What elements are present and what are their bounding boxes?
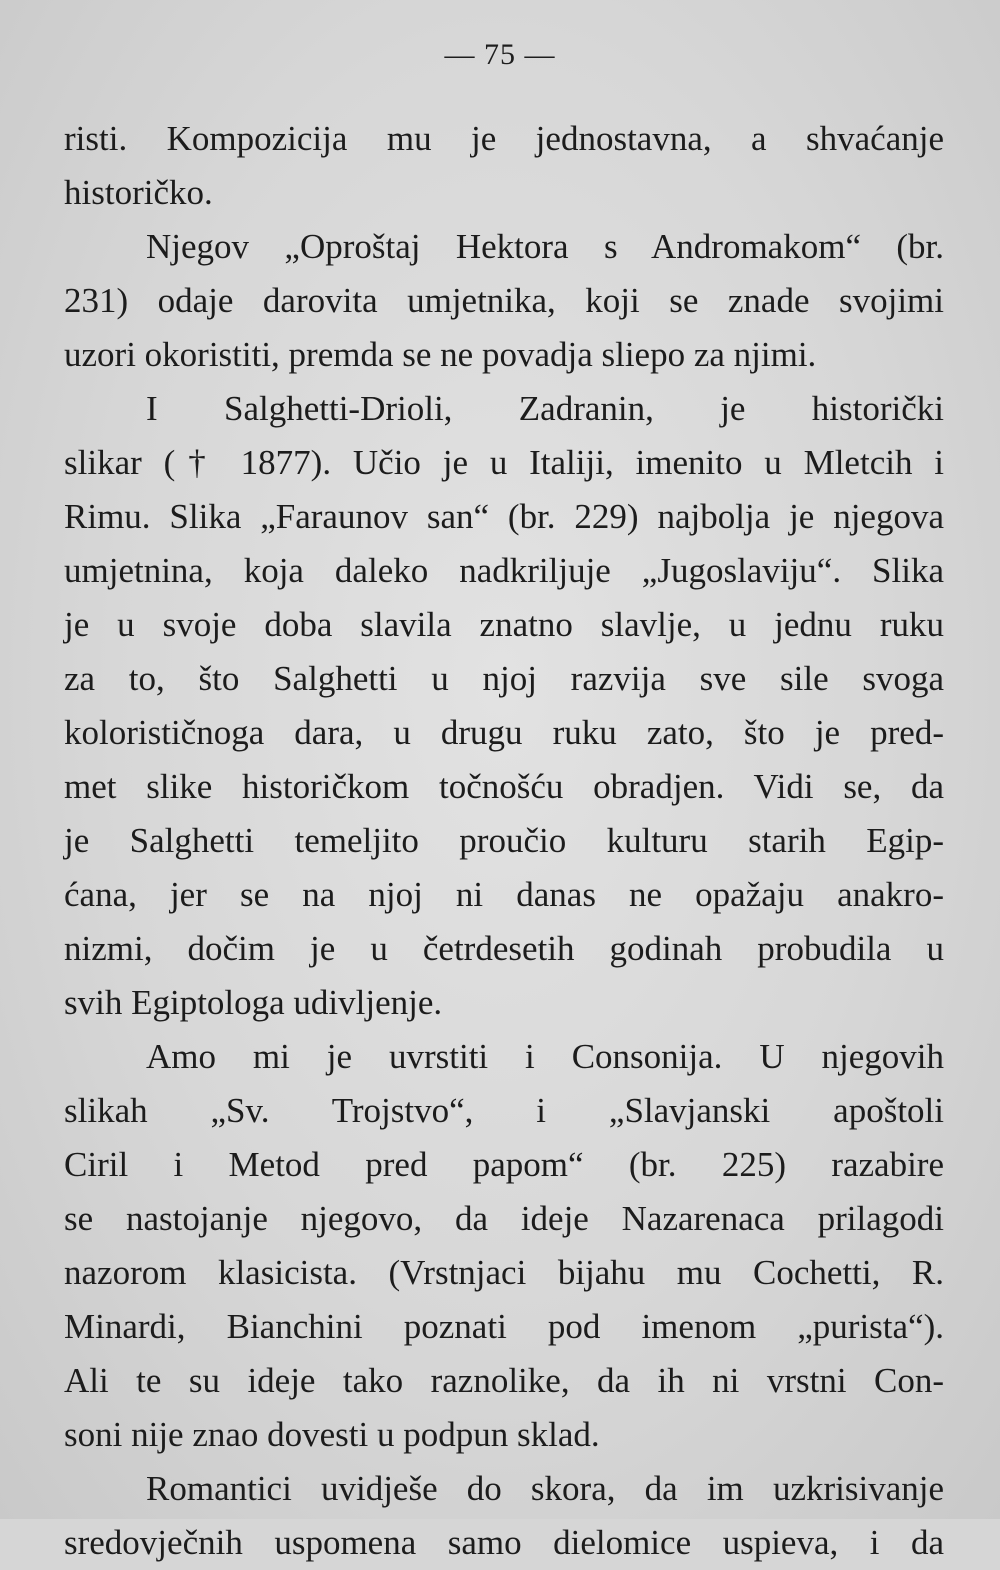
text-line: soni nije znao dovesti u podpun sklad. [64,1415,600,1454]
page-number: — 75 — [444,38,556,71]
text-line: nazorom klasicista. (Vrstnjaci bijahu mu Cochetti, R. [64,1253,944,1292]
text-line: Amo mi je uvrstiti i Consonija. U njegovih [146,1037,944,1076]
text-line: ćana, jer se na njoj ni danas ne opažaju anakro- [64,875,944,914]
text-line: 231) odaje darovita umjetnika, koji se znade svojimi [64,281,944,320]
text-line: historičko. [64,173,213,212]
text-line: za to, što Salghetti u njoj razvija sve sile svoga [64,659,944,698]
text-line: Ciril i Metod pred papom“ (br. 225) razabire [64,1145,944,1184]
text-line: slikah „Sv. Trojstvo“, i „Slavjanski apoštoli [64,1091,944,1130]
text-line: je Salghetti temeljito proučio kulturu starih Egip- [64,821,944,860]
text-line: kolorističnoga dara, u drugu ruku zato, što je pred- [64,713,944,752]
text-line: se nastojanje njegovo, da ideje Nazarenaca prilagodi [64,1199,944,1238]
text-line: Romantici uvidješe do skora, da im uzkrisivanje [146,1469,944,1508]
text-line: uzori okoristiti, premda se ne povadja sliepo za njimi. [64,335,817,374]
paragraph [64,382,944,1030]
text-line: nizmi, dočim je u četrdesetih godinah probudila u [64,929,944,968]
text-line: risti. Kompozicija mu je jednostavna, a shvaćanje [64,119,944,158]
paragraph [64,112,944,220]
paragraph [64,220,944,382]
text-line: I Salghetti-Drioli, Zadranin, je historički [146,389,944,428]
paragraph [64,1030,944,1462]
text-line: je u svoje doba slavila znatno slavlje, u jednu ruku [64,605,944,644]
text-line: umjetnina, koja daleko nadkriljuje „Jugoslaviju“. Slika [64,551,944,590]
text-line: slikar († 1877). Učio je u Italiji, imenito u Mletcih i [64,443,944,482]
text-line: svih Egiptologa udivljenje. [64,983,443,1022]
body-text [64,112,944,1570]
text-line: met slike historičkom točnošću obradjen. Vidi se, da [64,767,944,806]
text-line: Rimu. Slika „Faraunov san“ (br. 229) najbolja je njegova [64,497,944,536]
text-line: Ali te su ideje tako raznolike, da ih ni vrstni Con- [64,1361,944,1400]
paragraph [64,1462,944,1570]
text-line: Njegov „Oproštaj Hektora s Andromakom“ (br. [146,227,944,266]
text-line: sredovječnih uspomena samo dielomice uspieva, i da [64,1523,944,1562]
text-line: Minardi, Bianchini poznati pod imenom „purista“). [64,1307,944,1346]
